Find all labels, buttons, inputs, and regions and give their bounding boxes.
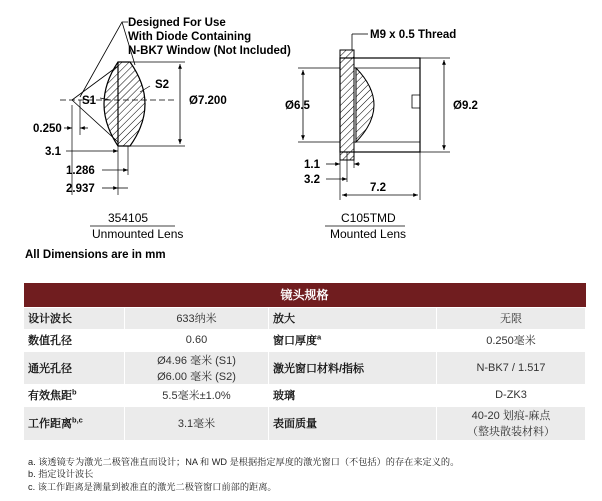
mounted-lens-drawing [285,29,478,241]
spec-key: 激光窗口材料/指标 [269,351,437,384]
table-title: 镜头规格 [24,283,586,307]
unmounted-part-number: 354105 [108,211,149,225]
spec-value-surface-quality: 40-20 划痕-麻点 （整块散装材料） [437,406,586,440]
table-row [24,307,586,329]
spec-value: 无限 [437,307,586,329]
unmounted-dim-31: 3.1 [45,146,61,158]
spec-key: 表面质量 [269,406,437,440]
spec-key: 玻璃 [269,384,437,406]
mounted-dim-72: 7.2 [370,182,386,194]
spec-key-working-distance: 工作距离$^{b,c}$ [24,406,125,440]
spec-key-window-thickness: 窗口厚度$^a$ [269,329,437,351]
table-row [24,351,586,384]
unmounted-dim-2937: 2.937 [66,183,95,195]
unmounted-caption: Unmounted Lens [92,227,184,241]
unmounted-dim-0250: 0.250 [33,123,62,135]
spec-value: 5.5毫米±1.0% [125,384,269,406]
spec-value: 0.60 [125,329,269,351]
mounted-dim-32: 3.2 [304,174,320,186]
mounted-inner-diameter-label: Ø6.5 [285,100,310,112]
spec-value: 3.1毫米 [125,406,269,440]
all-dimensions-note: All Dimensions are in mm [25,249,166,261]
unmounted-note-line2: With Diode Containing [128,31,252,43]
unmounted-s2-label: S2 [155,79,170,91]
spec-value: N-BK7 / 1.517 [437,351,586,384]
table-row [24,329,586,351]
mounted-lens-body [356,68,374,142]
mounted-dim-11: 1.1 [304,159,320,171]
mounted-thread-label: M9 x 0.5 Thread [370,29,457,41]
footnote-b: b. 指定设计波长 [28,469,94,480]
mounted-part-number: C105TMD [341,211,396,225]
footnote-c: c. 该工作距离是测量到被准直的激光二极管窗口前部的距离。 [28,481,277,492]
spec-key: 通光孔径 [24,351,125,384]
unmounted-note-line3: N-BK7 Window (Not Included) [128,45,291,57]
spec-value-clear-aperture: Ø4.96 毫米 (S1) Ø6.00 毫米 (S2) [125,351,269,384]
table-row [24,384,586,406]
unmounted-s1-label: S1 [82,95,97,107]
lens-spec-table [23,283,586,441]
unmounted-lens-drawing [33,17,291,241]
spec-value: 633纳米 [125,307,269,329]
mounted-outer-diameter-label: Ø9.2 [453,100,478,112]
spec-key-efl: 有效焦距$^b$ [24,384,125,406]
spec-value: D-ZK3 [437,384,586,406]
spec-value: 0.250毫米 [437,329,586,351]
mounted-caption: Mounted Lens [330,227,407,241]
table-row [24,406,586,440]
footnotes [28,456,459,493]
unmounted-note-line1: Designed For Use [128,17,226,29]
spec-key: 数值孔径 [24,329,125,351]
unmounted-dim-1286: 1.286 [66,165,95,177]
footnote-a: a. 该透镜专为激光二极管准直而设计；NA 和 WD 是根据指定厚度的激光窗口（不包括）的存在来定义的。 [28,457,460,467]
spec-key: 设计波长 [24,307,125,329]
spec-key: 放大 [269,307,437,329]
unmounted-lens-body [104,62,145,146]
unmounted-diameter-label: Ø7.200 [189,95,227,107]
